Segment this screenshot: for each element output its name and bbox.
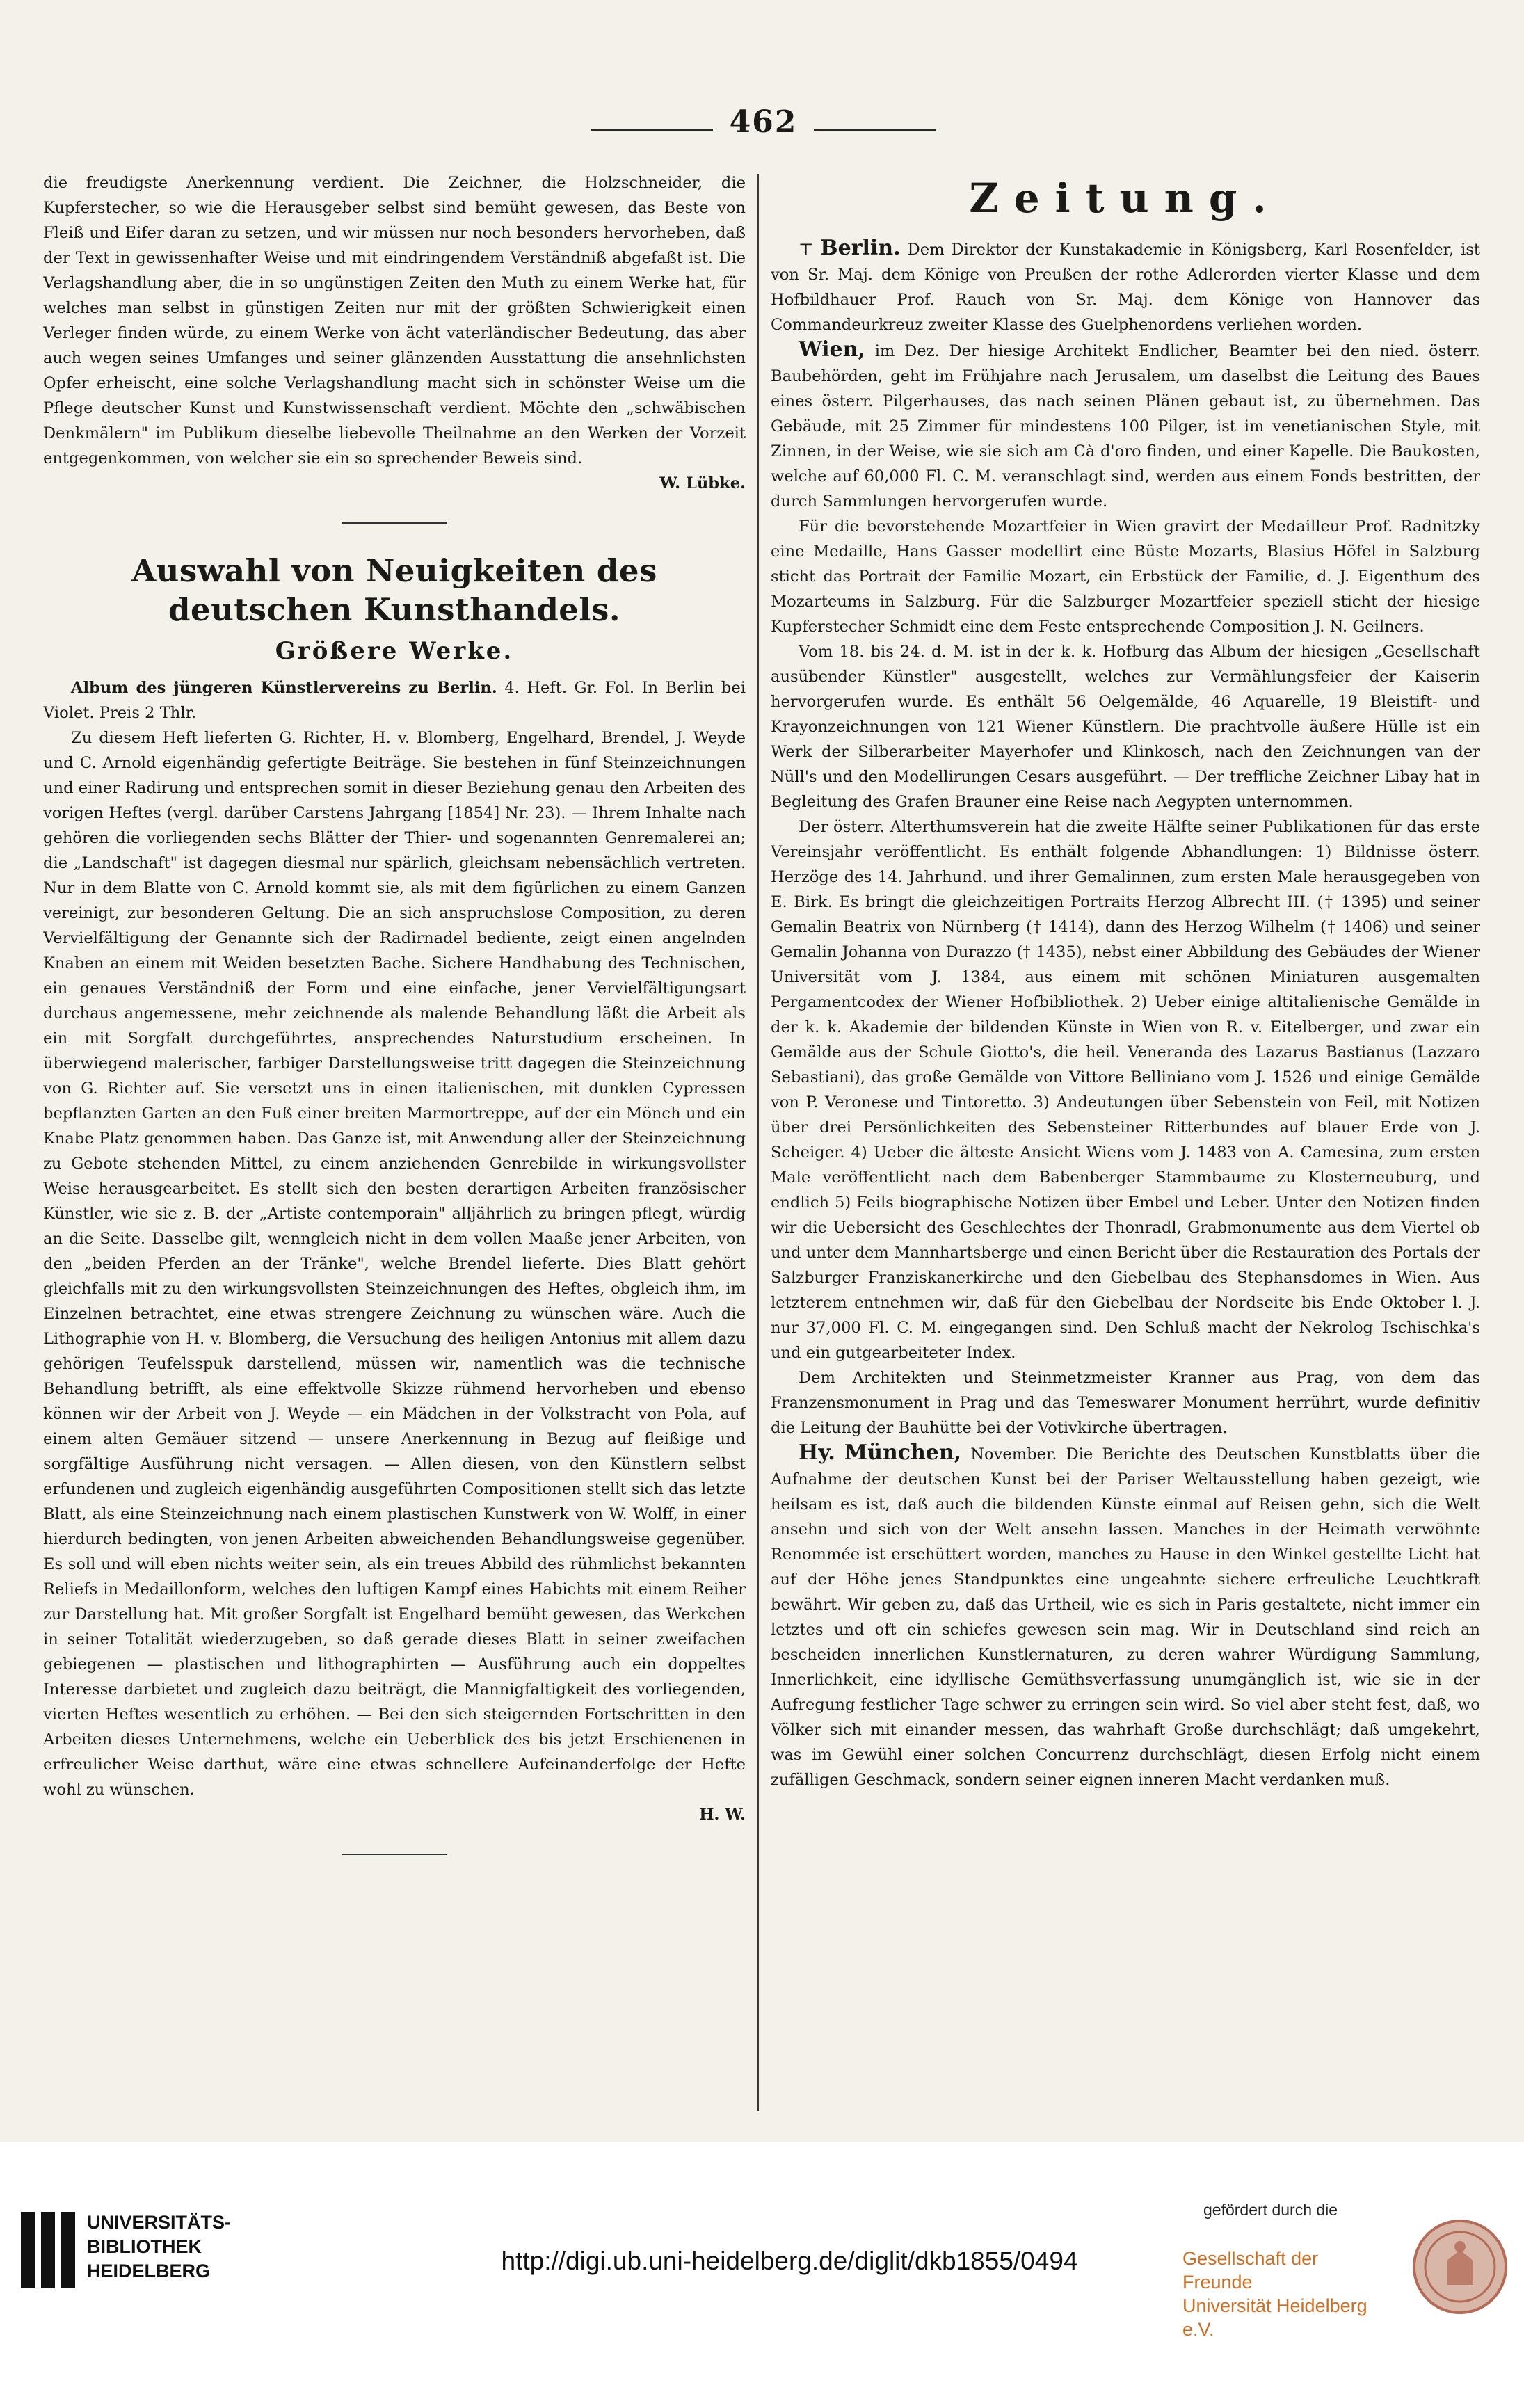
entry-title: Album des jüngeren Künstlervereins zu Berlin.	[71, 679, 497, 697]
footer-bar	[0, 2142, 1524, 2408]
news-wien	[771, 337, 1480, 514]
news-text: November. Die Berichte des Deutschen Kunstblatts über die Aufnahme der deutschen Kunst bei der Pariser Weltausstellung haben gezeigt, wie heilsam es ist, daß auch die bildenden Künste einmal auf Reisen gehn, sich die Welt ansehn und sich von der Welt ansehn lassen. Manches in der Heimath verwöhnte Renommée ist erschüttert worden, manches zu Hause in den Winkel gestellte Licht hat auf der Höhe jenes Standpunktes eine ungeahnte sichere erfreuliche Leuchtkraft bewährt. Wir geben zu, daß das Urtheil, wie es sich in Paris gestaltete, nicht immer ein letztes und oft ein schiefes gewesen sein mag. Wir in Deutschland sind reich an bescheiden innerlichen Kunstlernaturen, zu deren wahrer Würdigung Sammlung, Innerlichkeit, eine idyllische Gemüthsverfassung unumgänglich ist, wie sie in der Aufregung festlicher Tage schwer zu erringen sein wird. So viel aber steht fest, daß, wo Völker sich mit einander messen, das wahrhaft Große durchschlägt; daß umgekehrt, was im Gewühl einer solchen Concurrenz durchschlägt, diesen Erfolg nicht einem zufälligen Geschmack, sondern seiner eignen inneren Macht verdanken muß.	[771, 1445, 1480, 1789]
left-column	[43, 170, 746, 2111]
news-prefix-hy: Hy.	[799, 1440, 835, 1465]
city-berlin: Berlin.	[820, 236, 901, 260]
signature-luebke: W. Lübke.	[659, 474, 746, 492]
source-url-link[interactable]: http://digi.ub.uni-heidelberg.de/diglit/dkb1855/0494	[501, 2247, 1078, 2275]
news-muenchen	[771, 1440, 1480, 1792]
university-library-logo-icon	[21, 2212, 75, 2288]
library-name-line: UNIVERSITÄTS-	[87, 2212, 232, 2233]
intro-paragraph: die freudigste Anerkennung verdient. Die Zeichner, die Holzschneider, die Kupferstecher, so wie die Herausgeber selbst sind bemüht gewesen, das Beste von Fleiß und Eifer daran zu setzen, und wir müssen nur noch besonders hervorheben, daß der Text in gewissenhafter Weise und mit eindringendem Verständniß abgefaßt ist. Die Verlagshandlung aber, die in so ungünstigen Zeiten den Muth zu einem Werke hat, für welches man selbst in günstigen Zeiten nur mit der größten Schwierigkeit einen Verleger finden würde, zu einem Werke von ächt vaterländischer Bedeutung, das aber auch wegen seines Umfanges und seiner glänzenden Ausstattung die ansehnlichsten Opfer erheischt, eine solche Verlagshandlung macht sich in schönster Weise um die Pflege deutscher Kunst und Kunstwissenschaft verdient. Möchte den „schwäbischen Denkmälern" im Publikum dieselbe liebevolle Theilnahme an den Werken der Vorzeit entgegenkommen, von welcher sie ein so sprechender Beweis sind.	[43, 174, 746, 467]
signature-hw: H. W.	[699, 1806, 746, 1824]
news-prefix: ⊤	[799, 241, 814, 259]
library-name-line: HEIDELBERG	[87, 2261, 211, 2281]
column-divider	[757, 174, 759, 2111]
review-paragraph: Zu diesem Heft lieferten G. Richter, H. v. Blomberg, Engelhard, Brendel, J. Weyde und C. Arnold eigenhändig gefertigte Beiträge. Sie bestehen in fünf Steinzeichnungen und einer Radirung und entsprechen somit in dieser Beziehung genau den Arbeiten des vorigen Heftes (vergl. darüber Carstens Jahrgang [1854] Nr. 23). — Ihrem Inhalte nach gehören die vorliegenden sechs Blätter der Thier- und sogenannten Genremalerei an; die „Landschaft" ist dagegen diesmal nur spärlich, gleichsam nebensächlich vertreten. Nur in dem Blatte von C. Arnold kommt sie, als mit dem figürlichen zu einem Ganzen vereinigt, zur besonderen Geltung. Die an sich anspruchslose Composition, zu deren Vervielfältigung der Genannte sich der Radirnadel bediente, zeigt einen angelnden Knaben an einem mit Weiden besetzten Bache. Sichere Handhabung des Technischen, ein genaues Verständniß der Form und eine einfache, jener Vervielfältigungsart durchaus angemessene, mehr zeichnende als malende Behandlung läßt die Arbeit als ein mit Sorgfalt durchgeführtes, ansprechendes Naturstudium erscheinen. In überwiegend malerischer, farbiger Darstellungsweise tritt dagegen die Steinzeichnung von G. Richter auf. Sie versetzt uns in einen italienischen, mit dunklen Cypressen bepflanzten Garten an den Fuß einer breiten Marmortreppe, auf der ein Mönch und ein Knabe Platz genommen haben. Das Ganze ist, mit Anwendung aller der Steinzeichnung zu Gebote stehenden Mittel, zu einem anziehenden Genrebilde in wirkungsvollster Weise herausgearbeitet. Es stellt sich den besten derartigen Arbeiten französischer Künstler, wie sie z. B. der „Artiste contemporain" alljährlich zu bringen pflegt, würdig an die Seite. Dasselbe gilt, wenngleich nicht in dem vollen Maaße jener Arbeiten, von den „beiden Pferden an der Tränke", welche Brendel lieferte. Dies Blatt gehört gleichfalls mit zu den wirkungsvollsten Steinzeichnungen des Heftes, obgleich ihm, im Einzelnen betrachtet, eine etwas strengere Zeichnung zu wünschen wäre. Auch die Lithographie von H. v. Blomberg, die Versuchung des heiligen Antonius mit allem dazu gehörigen Teufelsspuk darstellend, müssen wir, namentlich was die technische Behandlung betrifft, als eine effektvolle Skizze rühmend hervorheben und ebenso können wir der Arbeit von J. Weyde — ein Mädchen in der Volkstracht von Pola, auf einem alten Gemäuer sitzend — unsere Anerkennung in Bezug auf fleißige und sorgfältige Ausführung nicht versagen. — Allen diesen, von den Künstlern selbst erfundenen und zugleich eigenhändig ausgeführten Compositionen stellt sich das letzte Blatt, als eine Steinzeichnung nach einem plastischen Kunstwerk von W. Wolff, in einer hierdurch bedingten, von jenen Arbeiten abweichenden Behandlungsweise gegenüber. Es soll und will eben nichts weiter sein, als ein treues Abbild des rühmlichst bekannten Reliefs in Medaillonform, welches den luftigen Kampf eines Habichts mit einem Reiher zur Darstellung hat. Mit großer Sorgfalt ist Engelhard bemüht gewesen, das Werkchen in seiner Totalität wiederzugeben, so daß gerade dieses Blatt in seiner zweifachen gebiegenen — plastischen und lithographirten — Ausführung auch ein doppeltes Interesse darbietet und zugleich dazu beiträgt, die Mannigfaltigkeit des vorliegenden, vierten Heftes wesentlich zu erhöhen. — Bei den sich steigernden Fortschritten in den Arbeiten dieses Unternehmens, welche ein Ueberblick des bis jetzt Erschienenen in erfreulicher Weise darthut, wäre eine etwas schnellere Aufeinanderfolge der Hefte wohl zu wünschen.	[43, 729, 746, 1799]
sponsor-name-line: Gesellschaft der Freunde	[1182, 2248, 1319, 2293]
section-heading: Auswahl von Neuigkeiten des deutschen Kunsthandels.	[131, 552, 657, 628]
entry-meta: 4. Heft. Gr. Fol. In Berlin bei Violet. Preis 2 Thlr.	[43, 679, 746, 722]
news-text: im Dez. Der hiesige Architekt Endlicher, Beamter bei den nied. österr. Baubehörden, geht im Frühjahre nach Jerusalem, um daselbst die Leitung des Baues eines österr. Pilgerhauses, das nach seinen Plänen gebaut ist, zu übernehmen. Das Gebäude, mit 25 Zimmer für mindestens 100 Pilger, ist im venetianischen Style, mit Zinnen, in der Weise, wie sie sich am Cà d'oro finden, und einer Kapelle. Die Baukosten, welche auf 60,000 Fl. C. M. veranschlagt sind, werden aus einem Fonds bestritten, der durch Sammlungen hervorgerufen wurde.	[771, 342, 1480, 511]
news-text: Dem Direktor der Kunstakademie in Königsberg, Karl Rosenfelder, ist von Sr. Maj. dem Könige von Preußen der rothe Adlerorden vierter Klasse und dem Hofbildhauer Prof. Rauch von Sr. Maj. dem Könige von Hannover das Commandeurkreuz zweiter Klasse des Guelphenordens verliehen worden.	[771, 241, 1480, 334]
entry-header	[43, 675, 746, 725]
section-subheading: Größere Werke.	[275, 637, 514, 665]
header-rule-left	[591, 129, 713, 131]
right-column	[771, 170, 1480, 2111]
zeitung-heading: Zeitung.	[969, 175, 1282, 222]
section-divider	[342, 522, 447, 524]
university-library-name	[87, 2210, 231, 2283]
news-berlin	[771, 236, 1480, 337]
sponsor-name-line: Universität Heidelberg e.V.	[1182, 2295, 1367, 2340]
page-number: 462	[729, 104, 798, 140]
city-muenchen: München,	[844, 1440, 962, 1465]
news-paragraph: Für die bevorstehende Mozartfeier in Wien gravirt der Medailleur Prof. Radnitzky eine Medaille, Hans Gasser modellirt eine Büste Mozarts, Blasius Höfel in Salzburg sticht das Portrait der Familie Mozart, ein Erbstück der Familie, d. J. Eigenthum des Mozarteums in Salzburg. Für die Salzburger Mozartfeier speziell sticht der hiesige Kupferstecher Schmidt eine dem Feste entsprechende Composition J. N. Geilners.	[771, 517, 1480, 636]
page-header	[0, 104, 1524, 153]
sponsor-label: gefördert durch die	[1203, 2201, 1338, 2219]
library-name-line: BIBLIOTHEK	[87, 2236, 202, 2257]
news-paragraph: Vom 18. bis 24. d. M. ist in der k. k. Hofburg das Album der hiesigen „Gesellschaft ausübender Künstler" ausgestellt, welches zur Vermählungsfeier der Kaiserin hervorgerufen wurde. Es enthält 56 Oelgemälde, 46 Aquarelle, 19 Bleistift- und Krayonzeichnungen von 121 Wiener Künstlern. Die prachtvolle äußere Hülle ist ein Werk der Silberarbeiter Mayerhofer und Klinkosch, nach den Zeichnungen van der Nüll's und den Modellirungen Cesars ausgeführt. — Der treffliche Zeichner Libay hat in Begleitung des Grafen Brauner eine Reise nach Aegypten unternommen.	[771, 643, 1480, 811]
header-rule-right	[814, 129, 936, 131]
news-paragraph: Dem Architekten und Steinmetzmeister Kranner aus Prag, von dem das Franzensmonument in Prag und das Temeswarer Monument herrührt, wurde definitiv die Leitung der Bauhütte bei der Votivkirche übertragen.	[771, 1369, 1480, 1437]
university-seal-icon	[1412, 2219, 1508, 2315]
end-rule	[342, 1854, 447, 1855]
sponsor-name	[1182, 2247, 1391, 2341]
city-wien: Wien,	[799, 337, 865, 362]
news-paragraph: Der österr. Alterthumsverein hat die zweite Hälfte seiner Publikationen für das erste Vereinsjahr veröffentlicht. Es enthält folgende Abhandlungen: 1) Bildnisse österr. Herzöge des 14. Jahrhund. und ihrer Gemalinnen, zum ersten Male herausgegeben von E. Birk. Es bringt die gleichzeitigen Portraits Herzog Albrecht III. († 1395) und seiner Gemalin Beatrix von Nürnberg († 1414), dann des Herzog Wilhelm († 1406) und seiner Gemalin Johanna von Durazzo († 1435), nebst einer Abbildung des Gebäudes der Wiener Universität vom J. 1384, aus einem mit schönen Miniaturen ausgemalten Pergamentcodex der Wiener Hofbibliothek. 2) Ueber einige altitalienische Gemälde in der k. k. Akademie der bildenden Künste in Wien von R. v. Eitelberger, und zwar ein Gemälde aus der Schule Giotto's, die heil. Veneranda des Lazarus Bastianus (Lazzaro Sebastiani), das große Gemälde von Vittore Belliniano vom J. 1526 und einige Gemälde von P. Veronese und Tintoretto. 3) Andeutungen über Sebenstein von Feil, mit Notizen über drei Persönlichkeiten des Sebensteiner Ritterbundes auf blauer Erde von J. Scheiger. 4) Ueber die älteste Ansicht Wiens vom J. 1483 von A. Camesina, zum ersten Male veröffentlicht nach dem Babenberger Stammbaume zu Klosterneuburg, und endlich 5) Feils biographische Notizen über Embel und Leber. Unter den Notizen finden wir die Uebersicht des Geschlechtes der Thonradl, Grabmonumente aus dem Viertel ob und unter dem Mannhartsberge und einen Bericht über die Restauration des Portals der Salzburger Franziskanerkirche und den Giebelbau des Stephansdomes in Wien. Aus letzterem entnehmen wir, daß für den Giebelbau der Nordseite bis Ende Oktober l. J. nur 37,000 Fl. C. M. eingegangen sind. Den Schluß macht der Nekrolog Tschischka's und ein gutgearbeiteter Index.	[771, 818, 1480, 1362]
